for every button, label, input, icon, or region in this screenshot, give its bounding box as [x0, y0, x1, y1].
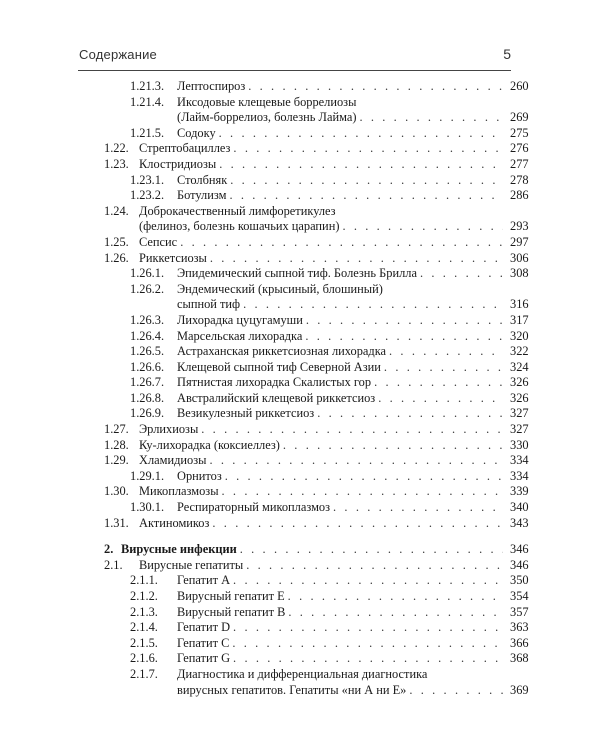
toc-entry-number: 2.: [104, 542, 114, 557]
toc-entry-number: 2.1.1.: [130, 573, 158, 588]
toc-entry-number: 1.26.: [104, 250, 129, 265]
toc-entry-title: Клостридиозы: [139, 156, 217, 171]
toc-entry-number: 1.21.5.: [130, 125, 165, 140]
toc-entry: [0, 266, 600, 282]
toc-entry: [0, 219, 600, 235]
toc-entry-title: Марсельская лихорадка: [177, 328, 303, 343]
toc-entry-page: 316: [510, 297, 529, 312]
toc-entry: [0, 95, 600, 111]
dot-leader: [317, 406, 503, 422]
toc-entry-number: 1.26.2.: [130, 281, 165, 296]
dot-leader: [233, 573, 503, 589]
dot-leader: [225, 469, 503, 485]
toc-entry-number: 1.21.3.: [130, 79, 165, 93]
toc-entry-page: 340: [510, 500, 529, 515]
toc-entry-number: 1.23.: [104, 156, 129, 171]
toc-entry: [0, 391, 600, 407]
toc-entry-page: 297: [510, 234, 529, 249]
dot-leader: [342, 219, 503, 235]
toc-entry-number: 1.23.2.: [130, 188, 165, 203]
toc-entry-title: (фелиноз, болезнь кошачьих царапин): [139, 219, 340, 234]
running-header: [78, 44, 511, 71]
toc-entry-page: 369: [510, 682, 529, 697]
toc-entry: [0, 141, 600, 157]
toc-entry-title: Гепатит С: [177, 635, 230, 650]
toc-entry-page: 363: [510, 620, 529, 635]
dot-leader: [283, 438, 503, 454]
dot-leader: [246, 558, 503, 574]
dot-leader: [210, 251, 503, 267]
dot-leader: [180, 235, 503, 251]
toc-entry: [0, 589, 600, 605]
toc-entry-number: 1.26.3.: [130, 312, 165, 327]
toc-entry-title: вирусных гепатитов. Гепатиты «ни А ни Е»: [177, 682, 407, 697]
toc-entry: [0, 297, 600, 313]
toc-entry: [0, 605, 600, 621]
toc-entry-title: Вирусные инфекции: [121, 542, 237, 557]
toc-entry-title: сыпной тиф: [177, 297, 241, 312]
dot-leader: [229, 188, 503, 204]
toc-entry-number: 1.30.1.: [130, 500, 165, 515]
toc-entry-title: Австралийский клещевой риккетсиоз: [177, 390, 376, 405]
toc-entry: [0, 469, 600, 485]
toc-entry-number: 1.26.7.: [130, 375, 165, 390]
dot-leader: [201, 422, 503, 438]
toc-entry-number: 1.27.: [104, 422, 129, 437]
toc-entry-page: 276: [510, 141, 529, 156]
dot-leader: [248, 79, 503, 95]
toc-entry-title: Риккетсиозы: [139, 250, 207, 265]
toc-entry: [0, 558, 600, 574]
toc-entry-title: Пятнистая лихорадка Скалистых гор: [177, 375, 372, 390]
dot-leader: [212, 516, 503, 532]
toc-entry-page: 293: [510, 219, 529, 234]
toc-entry-title: Лептоспироз: [177, 79, 246, 93]
toc-entry-title: Диагностика и дифференциальная диагностика: [177, 666, 428, 681]
toc-entry-page: 326: [510, 375, 529, 390]
dot-leader: [233, 141, 503, 157]
toc-entry: [0, 453, 600, 469]
toc-entry-page: 354: [510, 589, 529, 603]
toc-entry-title: Везикулезный риккетсиоз: [177, 406, 315, 421]
dot-leader: [333, 500, 503, 516]
toc-entry: [0, 188, 600, 204]
toc-entry-page: 366: [510, 635, 529, 650]
toc-entry-page: 346: [510, 542, 529, 557]
toc-entry-page: 368: [510, 651, 529, 666]
toc-entry-number: 1.26.4.: [130, 328, 165, 343]
dot-leader: [232, 636, 503, 652]
header-title: Содержание: [79, 47, 157, 62]
toc-entry-number: 1.26.8.: [130, 390, 165, 405]
toc-entry: [0, 329, 600, 345]
toc-entry-title: (Лайм-боррелиоз, болезнь Лайма): [177, 110, 357, 125]
dot-leader: [420, 266, 503, 282]
toc-entry: [0, 282, 600, 298]
toc-entry-page: 277: [510, 156, 529, 171]
toc-entry-title: Эпидемический сыпной тиф. Болезнь Брилла: [177, 266, 417, 281]
toc-entry-title: Гепатит А: [177, 573, 231, 588]
toc-entry-title: Эрлихиозы: [139, 422, 199, 437]
toc-entry-page: 278: [510, 172, 529, 187]
toc-entry-title: Вирусный гепатит Е: [177, 589, 285, 603]
toc-entry-number: 1.31.: [104, 515, 129, 530]
toc-entry: [0, 204, 600, 220]
toc-entry-page: 324: [510, 359, 529, 374]
dot-leader: [305, 329, 503, 345]
toc-entry-number: 1.30.: [104, 484, 129, 499]
dot-leader: [230, 173, 503, 189]
toc-entry-title: Эндемический (крысиный, блошиный): [177, 281, 383, 296]
dot-leader: [409, 683, 503, 699]
toc-entry-page: 334: [510, 468, 529, 483]
toc-entry: [0, 651, 600, 667]
toc-entry: [0, 406, 600, 422]
toc-entry-title: Доброкачественный лимфоретикулез: [139, 203, 336, 218]
toc-entry: [0, 360, 600, 376]
dot-leader: [288, 589, 503, 605]
toc-entry-title: Микоплазмозы: [139, 484, 219, 499]
toc-entry: [0, 235, 600, 251]
toc-entry-page: 327: [510, 422, 529, 437]
toc-entry-number: 1.28.: [104, 437, 129, 452]
toc-entry: [0, 157, 600, 173]
toc-entry-page: 308: [510, 266, 529, 281]
toc-entry-number: 1.25.: [104, 234, 129, 249]
toc-entry: [0, 344, 600, 360]
dot-leader: [219, 126, 503, 142]
toc-entry-number: 2.1.5.: [130, 635, 158, 650]
toc-entry: [0, 251, 600, 267]
dot-leader: [378, 391, 503, 407]
toc-entry: [0, 173, 600, 189]
toc-entry-number: 1.24.: [104, 203, 129, 218]
toc-entry-page: 350: [510, 573, 529, 588]
table-of-contents: [0, 79, 600, 698]
toc-entry-title: Столбняк: [177, 172, 228, 187]
toc-entry-page: 327: [510, 406, 529, 421]
toc-entry: [0, 500, 600, 516]
header-page-number: 5: [503, 46, 511, 62]
toc-entry: [0, 110, 600, 126]
toc-entry-page: 317: [510, 312, 529, 327]
dot-leader: [384, 360, 503, 376]
dot-leader: [233, 651, 503, 667]
toc-entry-title: Ку-лихорадка (коксиеллез): [139, 437, 280, 452]
toc-entry: [0, 126, 600, 142]
dot-leader: [243, 297, 503, 313]
toc-entry-title: Гепатит D: [177, 620, 231, 635]
toc-entry-number: 2.1.2.: [130, 589, 158, 603]
dot-leader: [222, 484, 503, 500]
toc-entry-number: 2.1.4.: [130, 620, 158, 635]
toc-entry: [0, 636, 600, 652]
toc-entry-number: 2.1.3.: [130, 604, 158, 619]
toc-entry-page: 334: [510, 453, 529, 468]
toc-entry-number: 2.1.6.: [130, 651, 158, 666]
toc-entry-page: 286: [510, 188, 529, 203]
toc-entry: [0, 683, 600, 699]
toc-entry-title: Респираторный микоплазмоз: [177, 500, 331, 515]
toc-entry-page: 343: [510, 515, 529, 530]
toc-entry-number: 1.29.: [104, 453, 129, 468]
toc-entry: [0, 484, 600, 500]
toc-entry-title: Вирусный гепатит В: [177, 604, 286, 619]
toc-entry-number: 2.1.: [104, 557, 123, 572]
dot-leader: [209, 453, 503, 469]
toc-entry-number: 1.26.9.: [130, 406, 165, 421]
toc-entry-page: 306: [510, 250, 529, 265]
toc-entry-title: Сепсис: [139, 234, 178, 249]
toc-entry-number: 1.26.6.: [130, 359, 165, 374]
dot-leader: [389, 344, 503, 360]
toc-entry-title: Астраханская риккетсиозная лихорадка: [177, 344, 387, 359]
toc-entry: [0, 375, 600, 391]
toc-entry: [0, 516, 600, 532]
section-gap: [0, 531, 600, 542]
toc-entry-title: Ботулизм: [177, 188, 227, 203]
toc-entry-page: 275: [510, 125, 529, 140]
toc-entry-page: 322: [510, 344, 529, 359]
toc-entry-number: 2.1.7.: [130, 666, 158, 681]
toc-entry-title: Стрептобациллез: [139, 141, 231, 156]
toc-entry-title: Лихорадка цуцугамуши: [177, 312, 303, 327]
toc-entry-title: Хламидиозы: [139, 453, 207, 468]
toc-entry-page: 346: [510, 557, 529, 572]
toc-entry-title: Содоку: [177, 125, 216, 140]
toc-entry-number: 1.29.1.: [130, 468, 165, 483]
toc-entry-title: Вирусные гепатиты: [139, 557, 244, 572]
toc-entry-number: 1.26.1.: [130, 266, 165, 281]
toc-entry: [0, 620, 600, 636]
dot-leader: [219, 157, 503, 173]
toc-entry: [0, 313, 600, 329]
toc-entry-number: 1.26.5.: [130, 344, 165, 359]
toc-entry: [0, 79, 600, 95]
toc-entry-title: Гепатит G: [177, 651, 231, 666]
toc-entry-number: 1.21.4.: [130, 94, 165, 109]
toc-entry-page: 260: [510, 79, 529, 93]
dot-leader: [306, 313, 503, 329]
dot-leader: [288, 605, 503, 621]
dot-leader: [374, 375, 503, 391]
dot-leader: [240, 542, 503, 558]
toc-entry-page: 339: [510, 484, 529, 499]
toc-entry: [0, 542, 600, 558]
toc-entry-number: 1.22.: [104, 141, 129, 156]
toc-entry: [0, 573, 600, 589]
toc-entry-number: 1.23.1.: [130, 172, 165, 187]
toc-entry-title: Иксодовые клещевые боррелиозы: [177, 94, 357, 109]
toc-entry-page: 320: [510, 328, 529, 343]
toc-entry-title: Клещевой сыпной тиф Северной Азии: [177, 359, 381, 374]
toc-entry: [0, 667, 600, 683]
toc-entry-title: Актиномикоз: [139, 515, 210, 530]
dot-leader: [359, 110, 503, 126]
dot-leader: [233, 620, 503, 636]
toc-entry-page: 330: [510, 437, 529, 452]
toc-entry-page: 269: [510, 110, 529, 125]
toc-entry: [0, 438, 600, 454]
toc-entry-page: 357: [510, 604, 529, 619]
toc-entry-page: 326: [510, 390, 529, 405]
toc-entry: [0, 422, 600, 438]
toc-entry-title: Орнитоз: [177, 468, 222, 483]
